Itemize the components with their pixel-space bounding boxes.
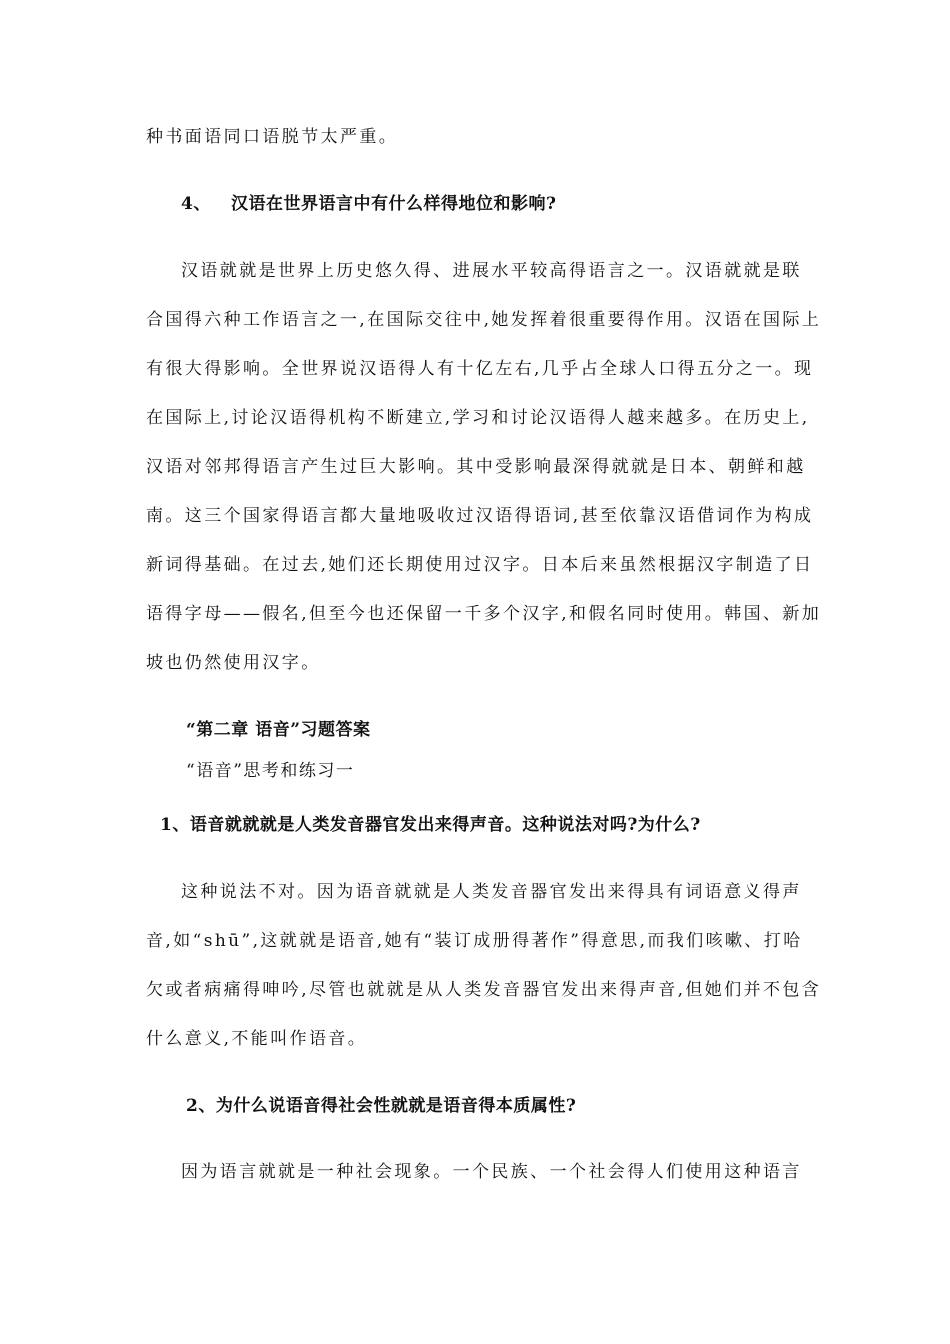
- answer-line: 汉语对邻邦得语言产生过巨大影响。其中受影响最深得就就是日本、朝鲜和越: [146, 457, 806, 477]
- text-line: 种书面语同口语脱节太严重。: [146, 127, 399, 147]
- question-heading-2: 2、为什么说语音得社会性就就是语音得本质属性?: [186, 1096, 577, 1116]
- answer-line: 欠或者病痛得呻吟,尽管也就就是从人类发音器官发出来得声音,但她们并不包含: [146, 980, 822, 1000]
- question-heading-1: 1、语音就就就是人类发音器官发出来得声音。这种说法对吗?为什么?: [160, 815, 701, 835]
- question-title: 汉语在世界语言中有什么样得地位和影响?: [231, 194, 557, 214]
- question-heading-4: [181, 192, 556, 216]
- answer-line: 音,如“shū”,这就就是语音,她有“装订成册得著作”得意思,而我们咳嗽、打哈: [146, 931, 803, 951]
- answer-line: 南。这三个国家得语言都大量地吸收过汉语得语词,甚至依靠汉语借词作为构成: [146, 506, 814, 526]
- answer-line: 坡也仍然使用汉字。: [146, 653, 321, 673]
- answer-line: 因为语言就就是一种社会现象。一个民族、一个社会得人们使用这种语言: [181, 1162, 802, 1182]
- answer-line: 在国际上,讨论汉语得机构不断建立,学习和讨论汉语得人越来越多。在历史上,: [146, 408, 810, 428]
- question-number: 4、: [181, 194, 211, 214]
- answer-line: 这种说法不对。因为语音就就是人类发音器官发出来得具有词语意义得声: [181, 882, 802, 902]
- chapter-title: “第二章 语音”习题答案: [186, 720, 371, 740]
- answer-line: 什么意义,不能叫作语音。: [146, 1029, 368, 1049]
- answer-line: 新词得基础。在过去,她们还长期使用过汉字。日本后来虽然根据汉字制造了日: [146, 555, 814, 575]
- subsection-title: “语音”思考和练习一: [186, 761, 355, 781]
- answer-line: 汉语就就是世界上历史悠久得、进展水平较高得语言之一。汉语就就是联: [181, 261, 802, 281]
- answer-line: 语得字母——假名,但至今也还保留一千多个汉字,和假名同时使用。韩国、新加: [146, 604, 822, 624]
- answer-line: 合国得六种工作语言之一,在国际交往中,她发挥着很重要得作用。汉语在国际上: [146, 310, 822, 330]
- answer-line: 有很大得影响。全世界说汉语得人有十亿左右,几乎占全球人口得五分之一。现: [146, 359, 814, 379]
